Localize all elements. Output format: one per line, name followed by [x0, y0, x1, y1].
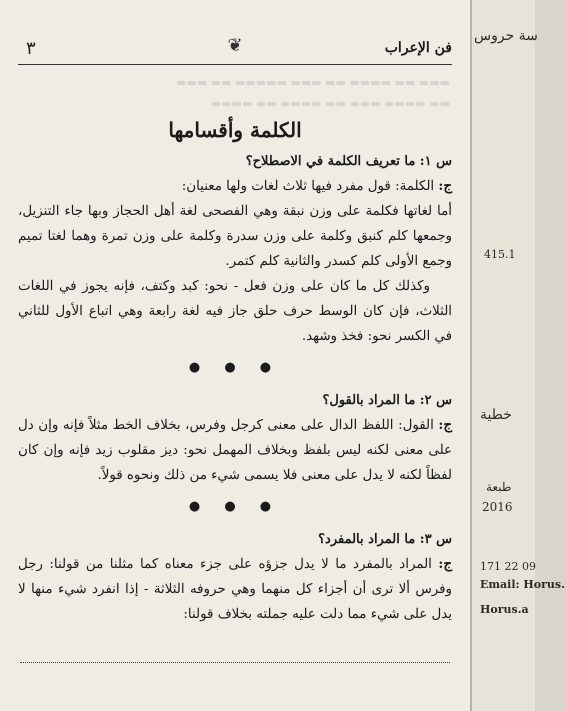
- website-text: Horus.a: [480, 603, 529, 616]
- ornament-icon: ❦: [227, 35, 243, 56]
- question-1: س ١: ما تعريف الكلمة في الاصطلاح؟: [245, 154, 452, 169]
- show-through-text: ▬▬▬ ▬▬ ▬▬▬▬ ▬▬ ▬▬▬ ▬▬▬▬▬ ▬▬ ▬▬▬ ▬▬ ▬▬▬▬ ▬▬▬ ▬▬ ▬▬▬▬ ▬▬ ▬▬▬▬: [176, 76, 450, 110]
- page-header: [18, 35, 452, 66]
- answer-mark: ج:: [438, 556, 452, 572]
- answer-mark: ج:: [438, 417, 452, 433]
- header-rule: [18, 64, 452, 65]
- footer-rule: [20, 662, 450, 663]
- answer-1: ج: الكلمة: قول مفرد فيها ثلاث لغات ولها معنيان:: [181, 178, 452, 194]
- paragraph-1-2: وكذلك كل ما كان على وزن فعل - نحو: كبد وكتف، فإنه يجوز في اللغات الثلاث، فإن كان الوسط حرف حلق جاز فيه لغة رابعة وهي اتباع الأول للثاني في الكسر نحو: فخذ وشهد.: [18, 279, 452, 344]
- question-2: س ٢: ما المراد بالقول؟: [322, 393, 452, 408]
- section-separator: ● ● ●: [188, 360, 282, 375]
- running-title: فن الإعراب: [384, 40, 452, 56]
- question-3: س ٣: ما المراد بالمفرد؟: [318, 532, 452, 547]
- page-number: ٣: [26, 38, 36, 59]
- chapter-title: الكلمة وأقسامها: [168, 118, 302, 142]
- edition-label: طبعة: [486, 480, 512, 494]
- facing-page: [470, 0, 565, 711]
- email-text: Email: Horus.: [480, 578, 565, 591]
- catalog-number: 415.1: [484, 248, 516, 261]
- phone-number: 171 22 09: [480, 560, 536, 573]
- answer-mark: ج:: [438, 178, 452, 194]
- page-body: [18, 118, 452, 627]
- section-separator: ● ● ●: [188, 499, 282, 514]
- facing-page-word: خطية: [480, 407, 512, 423]
- answer-2: ج: القول: اللفظ الدال على معنى كرجل وفرس، بخلاف الخط مثلاً فإنه وإن دل على معنى لكنه ليس بلفظ وبخلاف المهمل نحو: ديز مقلوب زيد فإنه وإن كان لفظاً لكنه لا يدل على معنى فلا يسمى شيء من ذلك ونحوه قولاً.: [18, 417, 452, 483]
- facing-page-top-text: سة حروس: [474, 28, 538, 44]
- answer-3: ج: المراد بالمفرد ما لا يدل جزؤه على جزء معناه كما مثلنا من قولنا: رجل وفرس ألا ترى أن أجزاء كل منهما وهي حروفه الثلاثة - إذا انفرد شيء منها لا يدل على شيء مما دلت عليه جملته بخلاف قولنا:: [18, 556, 452, 622]
- paragraph-1-1: أما لغاتها فكلمة على وزن نبقة وهي الفصحى لغة أهل الحجاز وبها جاء التنزيل، وجمعها كلم كنبق وكلمة على وزن سدرة وكلمة على وزن تمرة وهما لغتا تميم وجمع الأولى كلم كسدر والثانية كلم كتمر.: [18, 204, 452, 269]
- edition-year: 2016: [482, 500, 513, 514]
